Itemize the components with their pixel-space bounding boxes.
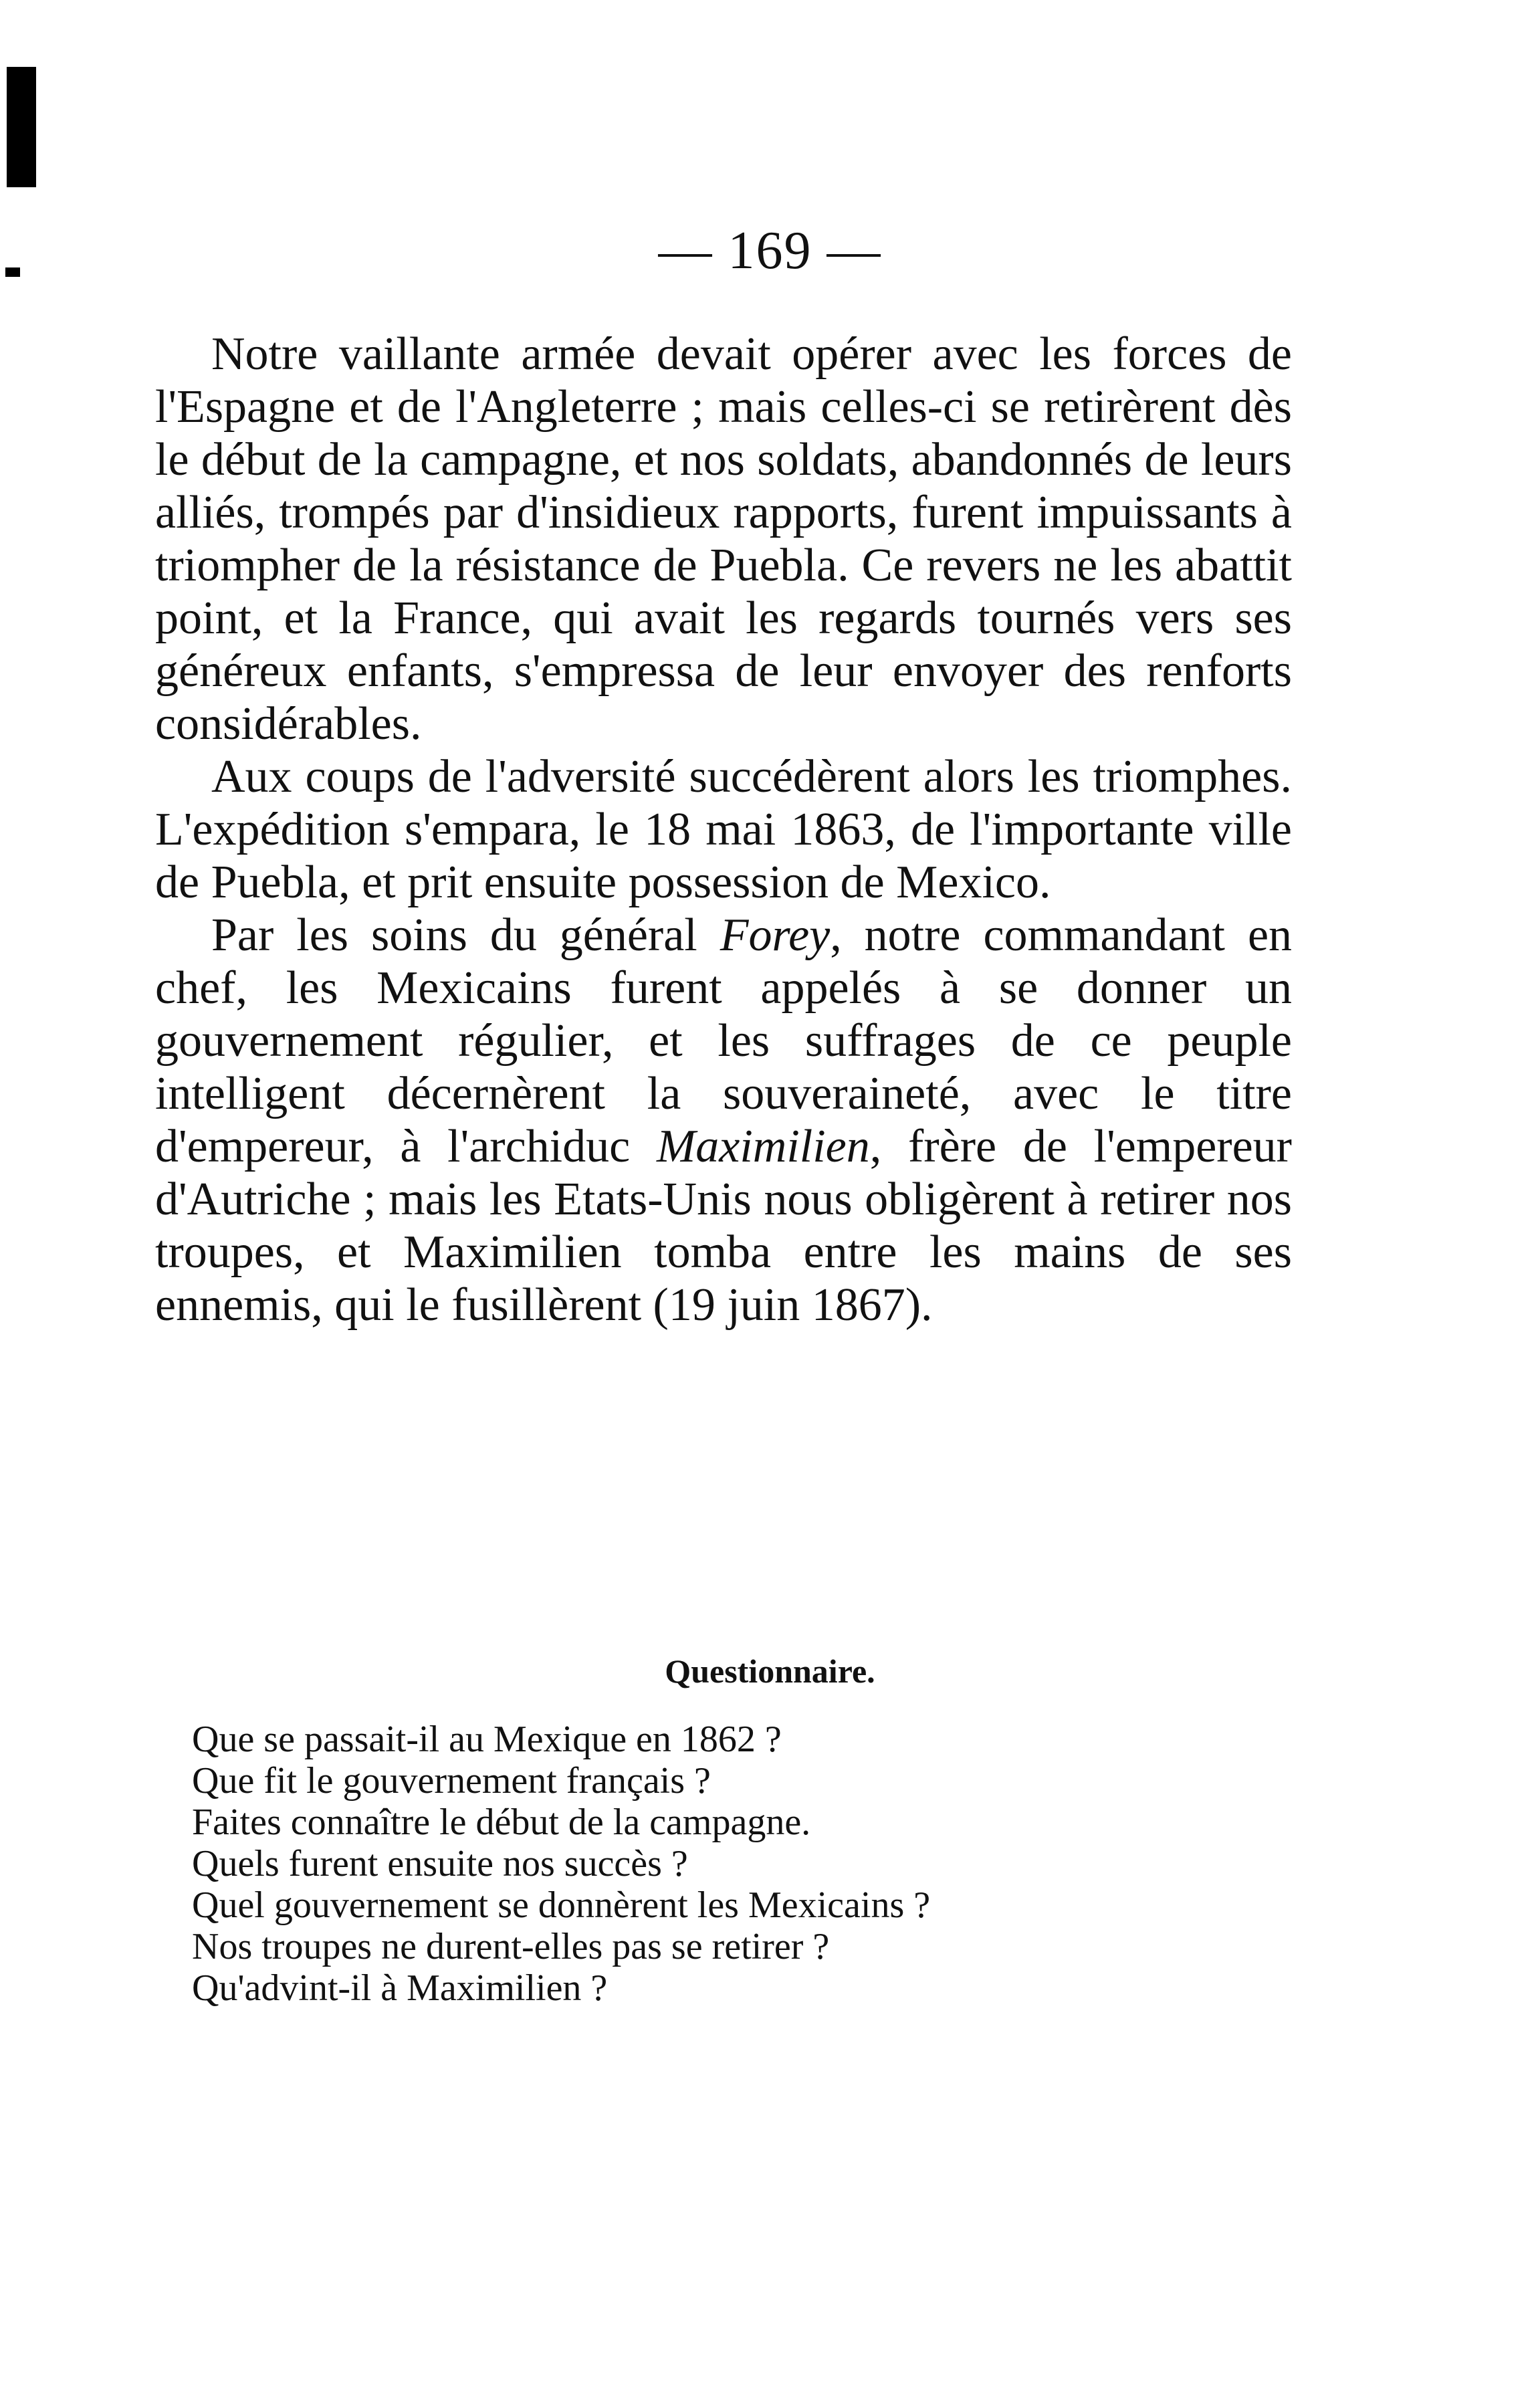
text-run: Par les soins du général bbox=[211, 909, 720, 961]
page-number: — 169 — bbox=[658, 221, 882, 280]
question-item: Qu'advint-il à Maximilien ? bbox=[192, 1967, 608, 2009]
question-item: Quel gouvernement se donnèrent les Mexicains ? bbox=[192, 1884, 931, 1926]
paragraph bbox=[155, 750, 1292, 909]
questionnaire-list bbox=[192, 1719, 1295, 2009]
questionnaire-title: Questionnaire. bbox=[665, 1652, 875, 1690]
text-run: Aux coups de l'adversité succédèrent alors les triomphes. L'expédition s'empara, le 18 mai 1863, de l'importante ville de Puebla, et prit ensuite possession de Mexico. bbox=[155, 751, 1292, 908]
question-item: Nos troupes ne durent-elles pas se retirer ? bbox=[192, 1926, 830, 1967]
text-run: , frère de l'empereur d'Autriche ; mais les Etats-Unis nous obligèrent à retirer nos troupes, et Maximilien tomba entre les mains de ses ennemis, qui le fusillèrent (19 juin 1867). bbox=[155, 1121, 1292, 1331]
italic-name: Forey bbox=[720, 909, 831, 961]
text-run: Notre vaillante armée devait opérer avec les forces de l'Espagne et de l'Angleterre ; mais celles-ci se retirèrent dès le début de la campagne, et nos soldats, abandonnés de leurs alliés, trompés par d'insidieux rapports, furent impuissants à triompher de la résistance de Puebla. Ce revers ne les abattit point, et la France, qui avait les regards tournés vers ses généreux enfants, s'empressa de leur envoyer des renforts considérables. bbox=[155, 328, 1292, 750]
paragraph bbox=[155, 328, 1292, 750]
question-item: Que se passait-il au Mexique en 1862 ? bbox=[192, 1719, 782, 1760]
body-text bbox=[155, 328, 1292, 1331]
question-item: Faites connaître le début de la campagne. bbox=[192, 1802, 811, 1843]
italic-name: Maximilien bbox=[656, 1121, 870, 1172]
scan-edge-mark bbox=[7, 67, 36, 187]
question-item: Que fit le gouvernement français ? bbox=[192, 1760, 711, 1802]
question-item: Quels furent ensuite nos succès ? bbox=[192, 1843, 688, 1884]
text-run: , notre commandant en chef, les Mexicains furent appelés à se donner un gouvernement régulier, et les suffrages de ce peuple intelligent décernèrent la souveraineté, avec le titre d'empereur, à l'archiduc bbox=[155, 909, 1293, 1172]
paragraph bbox=[155, 909, 1292, 1331]
